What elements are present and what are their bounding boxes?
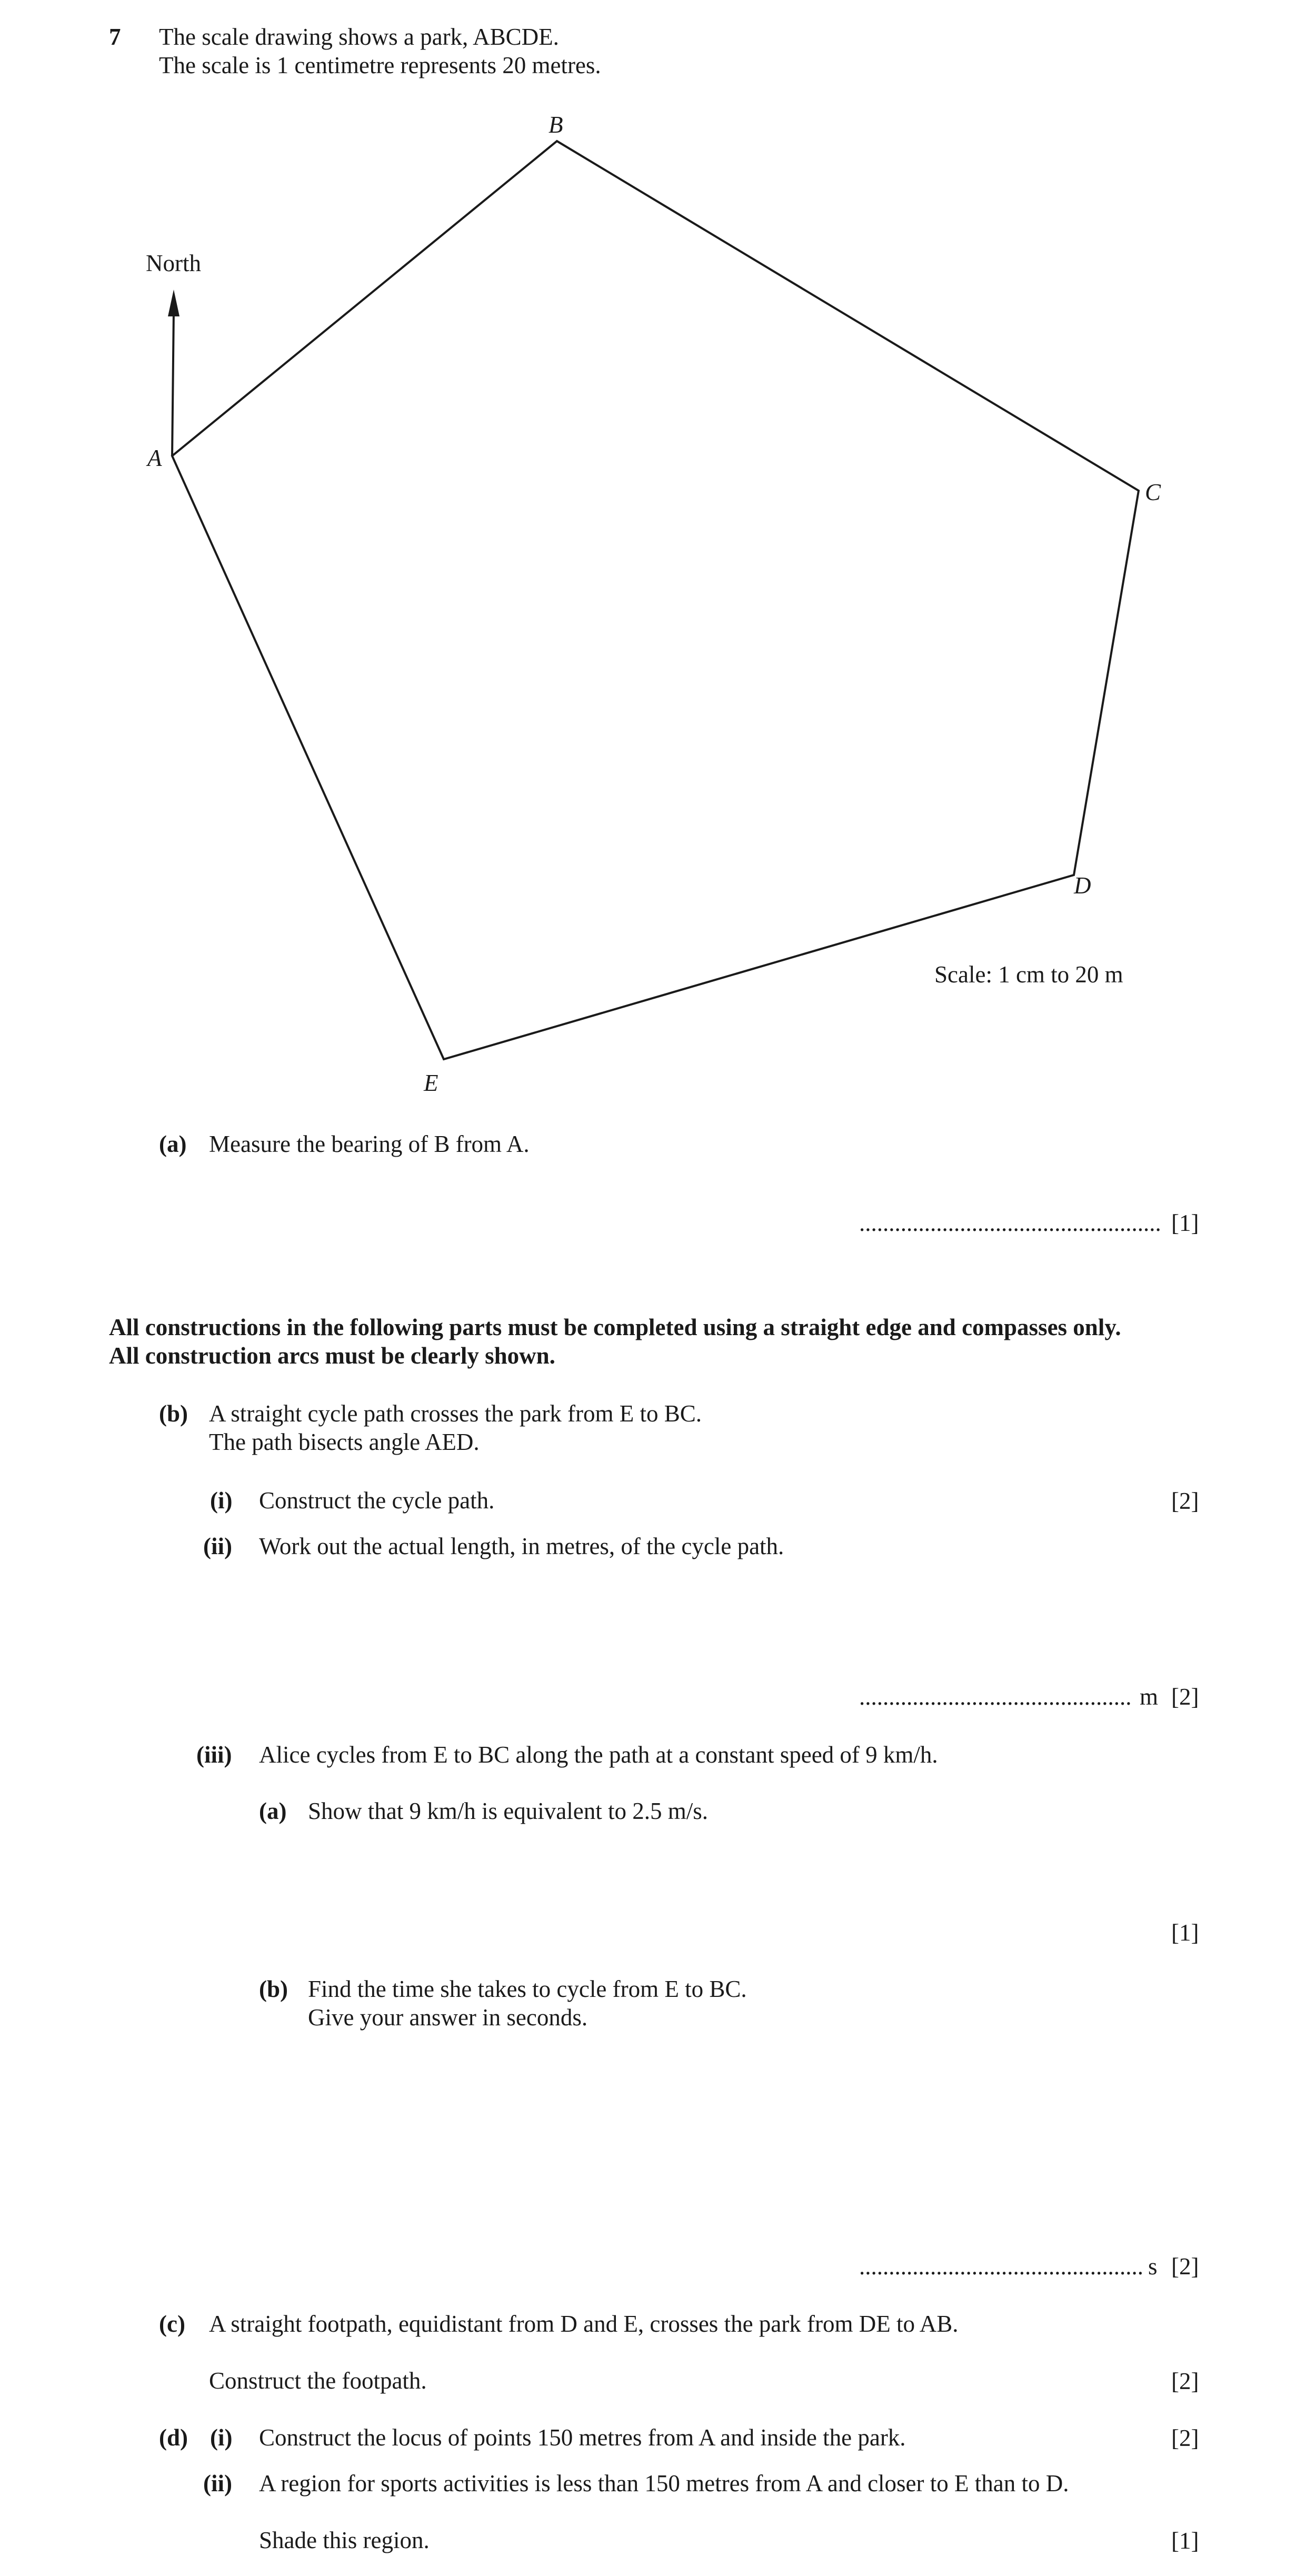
- part-b-i-marks: [2]: [1171, 1488, 1199, 1514]
- part-b-iii-b-line2: Give your answer in seconds.: [308, 2004, 588, 2031]
- vertex-label-d: D: [1074, 872, 1091, 899]
- question-intro-line2: The scale is 1 centimetre represents 20 metres.: [159, 52, 601, 78]
- part-c-text: A straight footpath, equidistant from D and E, crosses the park from DE to AB.: [209, 2311, 959, 2337]
- question-intro-line1: The scale drawing shows a park, ABCDE.: [159, 24, 559, 50]
- part-b-line1: A straight cycle path crosses the park from E to BC.: [209, 1400, 702, 1427]
- part-b-iii-text: Alice cycles from E to BC along the path at a constant speed of 9 km/h.: [259, 1742, 938, 1768]
- part-b-ii-label: (ii): [203, 1533, 232, 1559]
- part-d-i-marks: [2]: [1171, 2425, 1199, 2451]
- part-d-ii-label: (ii): [203, 2470, 232, 2497]
- part-c-label: (c): [159, 2311, 185, 2337]
- part-a-answer-line[interactable]: ...................................................: [859, 1210, 1161, 1236]
- part-a-label: (a): [159, 1131, 187, 1157]
- part-d-ii-instruction: Shade this region.: [259, 2527, 430, 2553]
- part-b-iii-b-answer-line[interactable]: ................................................: [859, 2253, 1143, 2280]
- north-arrow-head-icon: [168, 290, 180, 316]
- north-label: North: [146, 250, 201, 276]
- park-scale-drawing: [0, 0, 1306, 1132]
- park-outline-abcde: [172, 141, 1139, 1059]
- part-b-iii-label: (iii): [196, 1742, 232, 1768]
- part-b-iii-b-marks: [2]: [1171, 2253, 1199, 2280]
- part-b-iii-a-text: Show that 9 km/h is equivalent to 2.5 m/s.: [308, 1798, 708, 1824]
- part-b-ii-answer-line[interactable]: ..............................................: [859, 1684, 1132, 1710]
- part-c-instruction: Construct the footpath.: [209, 2368, 427, 2394]
- part-c-marks: [2]: [1171, 2368, 1199, 2394]
- question-number: 7: [109, 24, 121, 50]
- part-b-line2: The path bisects angle AED.: [209, 1429, 480, 1455]
- part-b-iii-b-label: (b): [259, 1976, 288, 2002]
- part-d-i-label: (i): [210, 2424, 233, 2451]
- scale-label: Scale: 1 cm to 20 m: [934, 961, 1123, 988]
- vertex-label-e: E: [424, 1070, 438, 1096]
- vertex-label-b: B: [549, 112, 563, 138]
- part-d-ii-text: A region for sports activities is less than 150 metres from A and closer to E than to D.: [259, 2470, 1069, 2497]
- part-d-ii-marks: [1]: [1171, 2528, 1199, 2554]
- part-a-text: Measure the bearing of B from A.: [209, 1131, 530, 1157]
- part-d-label: (d): [159, 2424, 188, 2451]
- part-b-iii-b-line1: Find the time she takes to cycle from E to BC.: [308, 1976, 747, 2002]
- part-b-ii-marks: [2]: [1171, 1684, 1199, 1710]
- part-b-iii-a-label: (a): [259, 1798, 287, 1824]
- north-arrow-shaft: [172, 311, 174, 456]
- vertex-label-c: C: [1145, 479, 1161, 505]
- part-b-iii-a-marks: [1]: [1171, 1919, 1199, 1946]
- part-a-marks: [1]: [1171, 1210, 1199, 1236]
- vertex-label-a: A: [147, 445, 162, 471]
- part-d-i-text: Construct the locus of points 150 metres from A and inside the park.: [259, 2424, 906, 2451]
- part-b-i-text: Construct the cycle path.: [259, 1487, 495, 1514]
- part-b-i-label: (i): [210, 1487, 233, 1514]
- part-b-ii-text: Work out the actual length, in metres, of the cycle path.: [259, 1533, 784, 1559]
- part-b-label: (b): [159, 1400, 188, 1427]
- instructions-line1: All constructions in the following parts must be completed using a straight edge and compasses only.: [109, 1314, 1121, 1340]
- part-b-iii-b-unit: s: [1148, 2253, 1158, 2280]
- part-b-ii-unit: m: [1140, 1684, 1159, 1710]
- instructions-line2: All construction arcs must be clearly shown.: [109, 1342, 555, 1369]
